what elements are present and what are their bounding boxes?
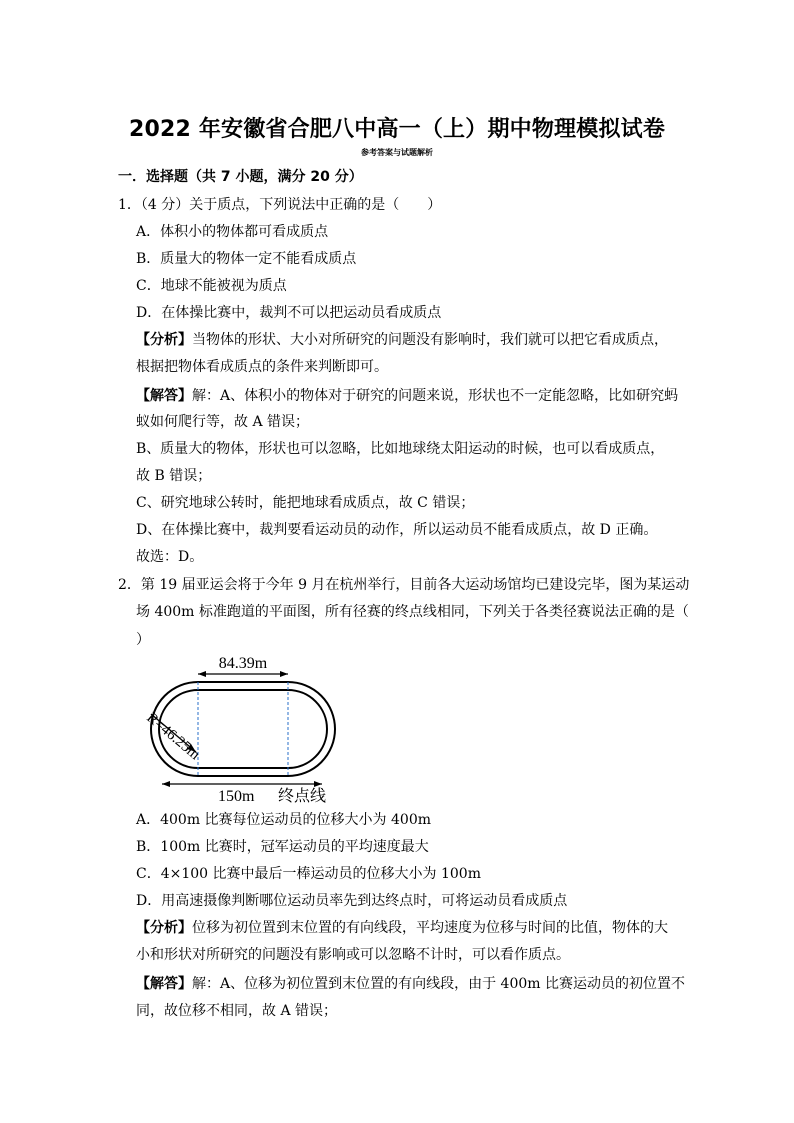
q1-answer-line: 故选：D。 [136, 549, 204, 565]
page-subtitle: 参考答案与试题解析 [361, 148, 433, 157]
q1-option-d: D．在体操比赛中，裁判不可以把运动员看成质点 [136, 305, 442, 321]
q1-answer-line: B、质量大的物体，形状也可以忽略，比如地球绕太阳运动的时候，也可以看成质点， [136, 441, 665, 457]
q2-stem: 场 400m 标准跑道的平面图，所有径赛的终点线相同，下列关于各类径赛说法正确的是（ [136, 604, 689, 620]
q2-stem: ） [136, 632, 150, 648]
analysis-tag: 【分析】 [136, 920, 192, 936]
arrow-left-icon [198, 671, 206, 677]
q1-answer-line: D、在体操比赛中，裁判要看运动员的动作，所以运动员不能看成质点，故 D 正确。 [136, 522, 658, 538]
q1-stem: 1．（4 分）关于质点，下列说法中正确的是（ ） [118, 197, 442, 213]
arrow-left-icon [162, 781, 170, 787]
q1-answer-line [136, 385, 678, 405]
q2-answer-line: 同，故位移不相同，故 A 错误； [136, 1003, 338, 1019]
q1-answer-line: C、研究地球公转时，能把地球看成质点，故 C 错误； [136, 495, 475, 511]
analysis-text: 当物体的形状、大小对所研究的问题没有影响时，我们就可以把它看成质点， [192, 332, 668, 348]
q2-analysis-line [136, 917, 668, 937]
q2-option-b: B．100m 比赛时，冠军运动员的平均速度最大 [136, 839, 429, 855]
answer-text: 解：A、体积小的物体对于研究的问题来说，形状也不一定能忽略，比如研究蚂 [192, 388, 679, 404]
q2-stem: 2．第 19 届亚运会将于今年 9 月在杭州举行，目前各大运动场馆均已建设完毕，图为某运动 [118, 577, 690, 593]
arrow-right-icon [280, 671, 288, 677]
q2-analysis-line: 小和形状对所研究的问题没有影响或可以忽略不计时，可以看作质点。 [136, 947, 570, 963]
q2-answer-line [136, 973, 685, 993]
q2-option-c: C．4×100 比赛中最后一棒运动员的位移大小为 100m [136, 866, 481, 882]
q1-answer-line: 故 B 错误； [136, 468, 212, 484]
track-diagram [138, 652, 348, 804]
inner-track [159, 690, 327, 768]
bottom-label: 150m [218, 788, 255, 804]
analysis-tag: 【分析】 [136, 332, 192, 348]
answer-tag: 【解答】 [136, 976, 192, 992]
straight-label: 84.39m [218, 655, 268, 672]
q1-analysis-line: 根据把物体看成质点的条件来判断即可。 [136, 359, 388, 375]
q1-answer-line: 蚁如何爬行等，故 A 错误； [136, 414, 310, 430]
section-heading: 一．选择题（共 7 小题，满分 20 分） [118, 169, 363, 185]
q1-option-b: B．质量大的物体一定不能看成质点 [136, 251, 357, 267]
q2-option-a: A．400m 比赛每位运动员的位移大小为 400m [136, 812, 432, 828]
q1-analysis-line [136, 329, 668, 349]
radius-label: R=46.25m [143, 709, 203, 764]
q2-option-d: D．用高速摄像判断哪位运动员率先到达终点时，可将运动员看成质点 [136, 893, 568, 909]
q1-option-a: A．体积小的物体都可看成质点 [136, 224, 329, 240]
q1-option-c: C．地球不能被视为质点 [136, 278, 287, 294]
answer-tag: 【解答】 [136, 388, 192, 404]
finish-label: 终点线 [278, 786, 327, 804]
page-title: 2022 年安徽省合肥八中高一（上）期中物理模拟试卷 [128, 117, 666, 142]
answer-text: 解：A、位移为初位置到末位置的有向线段，由于 400m 比赛运动员的初位置不 [192, 976, 686, 992]
analysis-text: 位移为初位置到末位置的有向线段，平均速度为位移与时间的比值，物体的大 [192, 920, 668, 936]
